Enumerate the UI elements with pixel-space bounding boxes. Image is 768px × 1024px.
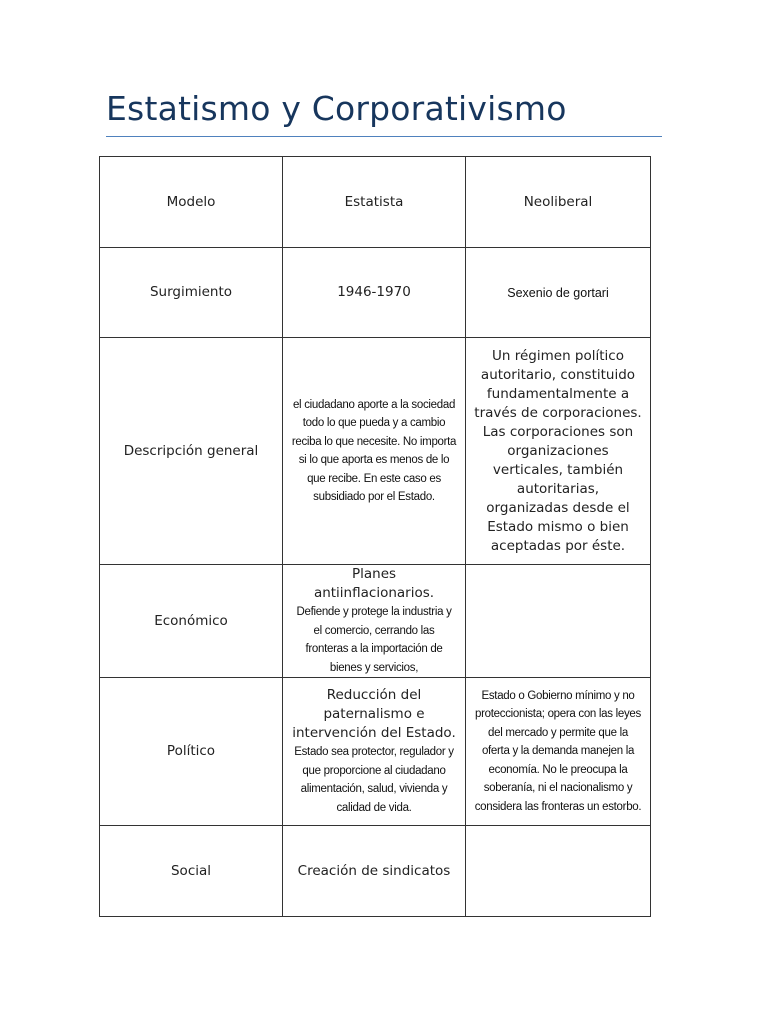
cell-politico-neoliberal xyxy=(466,678,651,826)
cell-surgimiento-estatista: 1946-1970 xyxy=(283,248,466,338)
cell-descripcion-estatista xyxy=(283,338,466,565)
cell-social-estatista: Creación de sindicatos xyxy=(283,826,466,917)
cell-descripcion-estatista-text: el ciudadano aporte a la sociedad todo lo que pueda y a cambio reciba lo que necesite. No importa si lo que aporta es menos de lo que recibe. En este caso es subsidiado por el Estado. xyxy=(291,398,457,503)
cell-economico-neoliberal xyxy=(466,565,651,678)
document-title: Estatismo y Corporativismo xyxy=(106,89,567,128)
row-label-politico: Político xyxy=(100,678,283,826)
cell-surgimiento-neoliberal-text: Sexenio de gortari xyxy=(507,285,609,300)
cell-politico-estatista-detail: Estado sea protector, regulador y que proporcione al ciudadano alimentación, salud, vivienda y calidad de vida. xyxy=(294,746,454,814)
title-underline xyxy=(106,136,662,137)
cell-economico-estatista-detail: Defiende y protege la industria y el comercio, cerrando las fronteras a la importación de bienes y servicios, xyxy=(296,606,452,674)
cell-economico-estatista-main: Planes antiinflacionarios. xyxy=(313,566,435,601)
row-label-surgimiento: Surgimiento xyxy=(100,248,283,338)
table-row-header xyxy=(100,157,651,248)
cell-descripcion-neoliberal xyxy=(466,338,651,565)
header-cell-neoliberal: Neoliberal xyxy=(466,157,651,248)
cell-surgimiento-neoliberal xyxy=(466,248,651,338)
header-cell-estatista: Estatista xyxy=(283,157,466,248)
cell-politico-neoliberal-text: Estado o Gobierno mínimo y no proteccionista; opera con las leyes del mercado y permite que la oferta y la demanda manejen la economía. No le preocupa la soberanía, ni el nacionalismo y considera las fronteras un estorbo. xyxy=(474,689,642,813)
cell-economico-estatista xyxy=(283,565,466,678)
cell-politico-estatista-main: Reducción del paternalismo e intervención del Estado. xyxy=(292,687,456,741)
row-label-economico: Económico xyxy=(100,565,283,678)
table-row-economico xyxy=(100,565,651,678)
table-row-surgimiento xyxy=(100,248,651,338)
table-row-politico xyxy=(100,678,651,826)
table-row-social xyxy=(100,826,651,917)
table-row-descripcion xyxy=(100,338,651,565)
comparison-table xyxy=(99,156,651,917)
row-label-descripcion: Descripción general xyxy=(100,338,283,565)
cell-politico-estatista xyxy=(283,678,466,826)
cell-social-neoliberal xyxy=(466,826,651,917)
header-cell-modelo: Modelo xyxy=(100,157,283,248)
cell-descripcion-neoliberal-text: Un régimen político autoritario, constituido fundamentalmente a través de corporaciones. Las corporaciones son organizaciones verticales, también autoritarias, organizadas desde el Estado mismo o bien aceptadas por éste. xyxy=(474,347,642,554)
row-label-social: Social xyxy=(100,826,283,917)
